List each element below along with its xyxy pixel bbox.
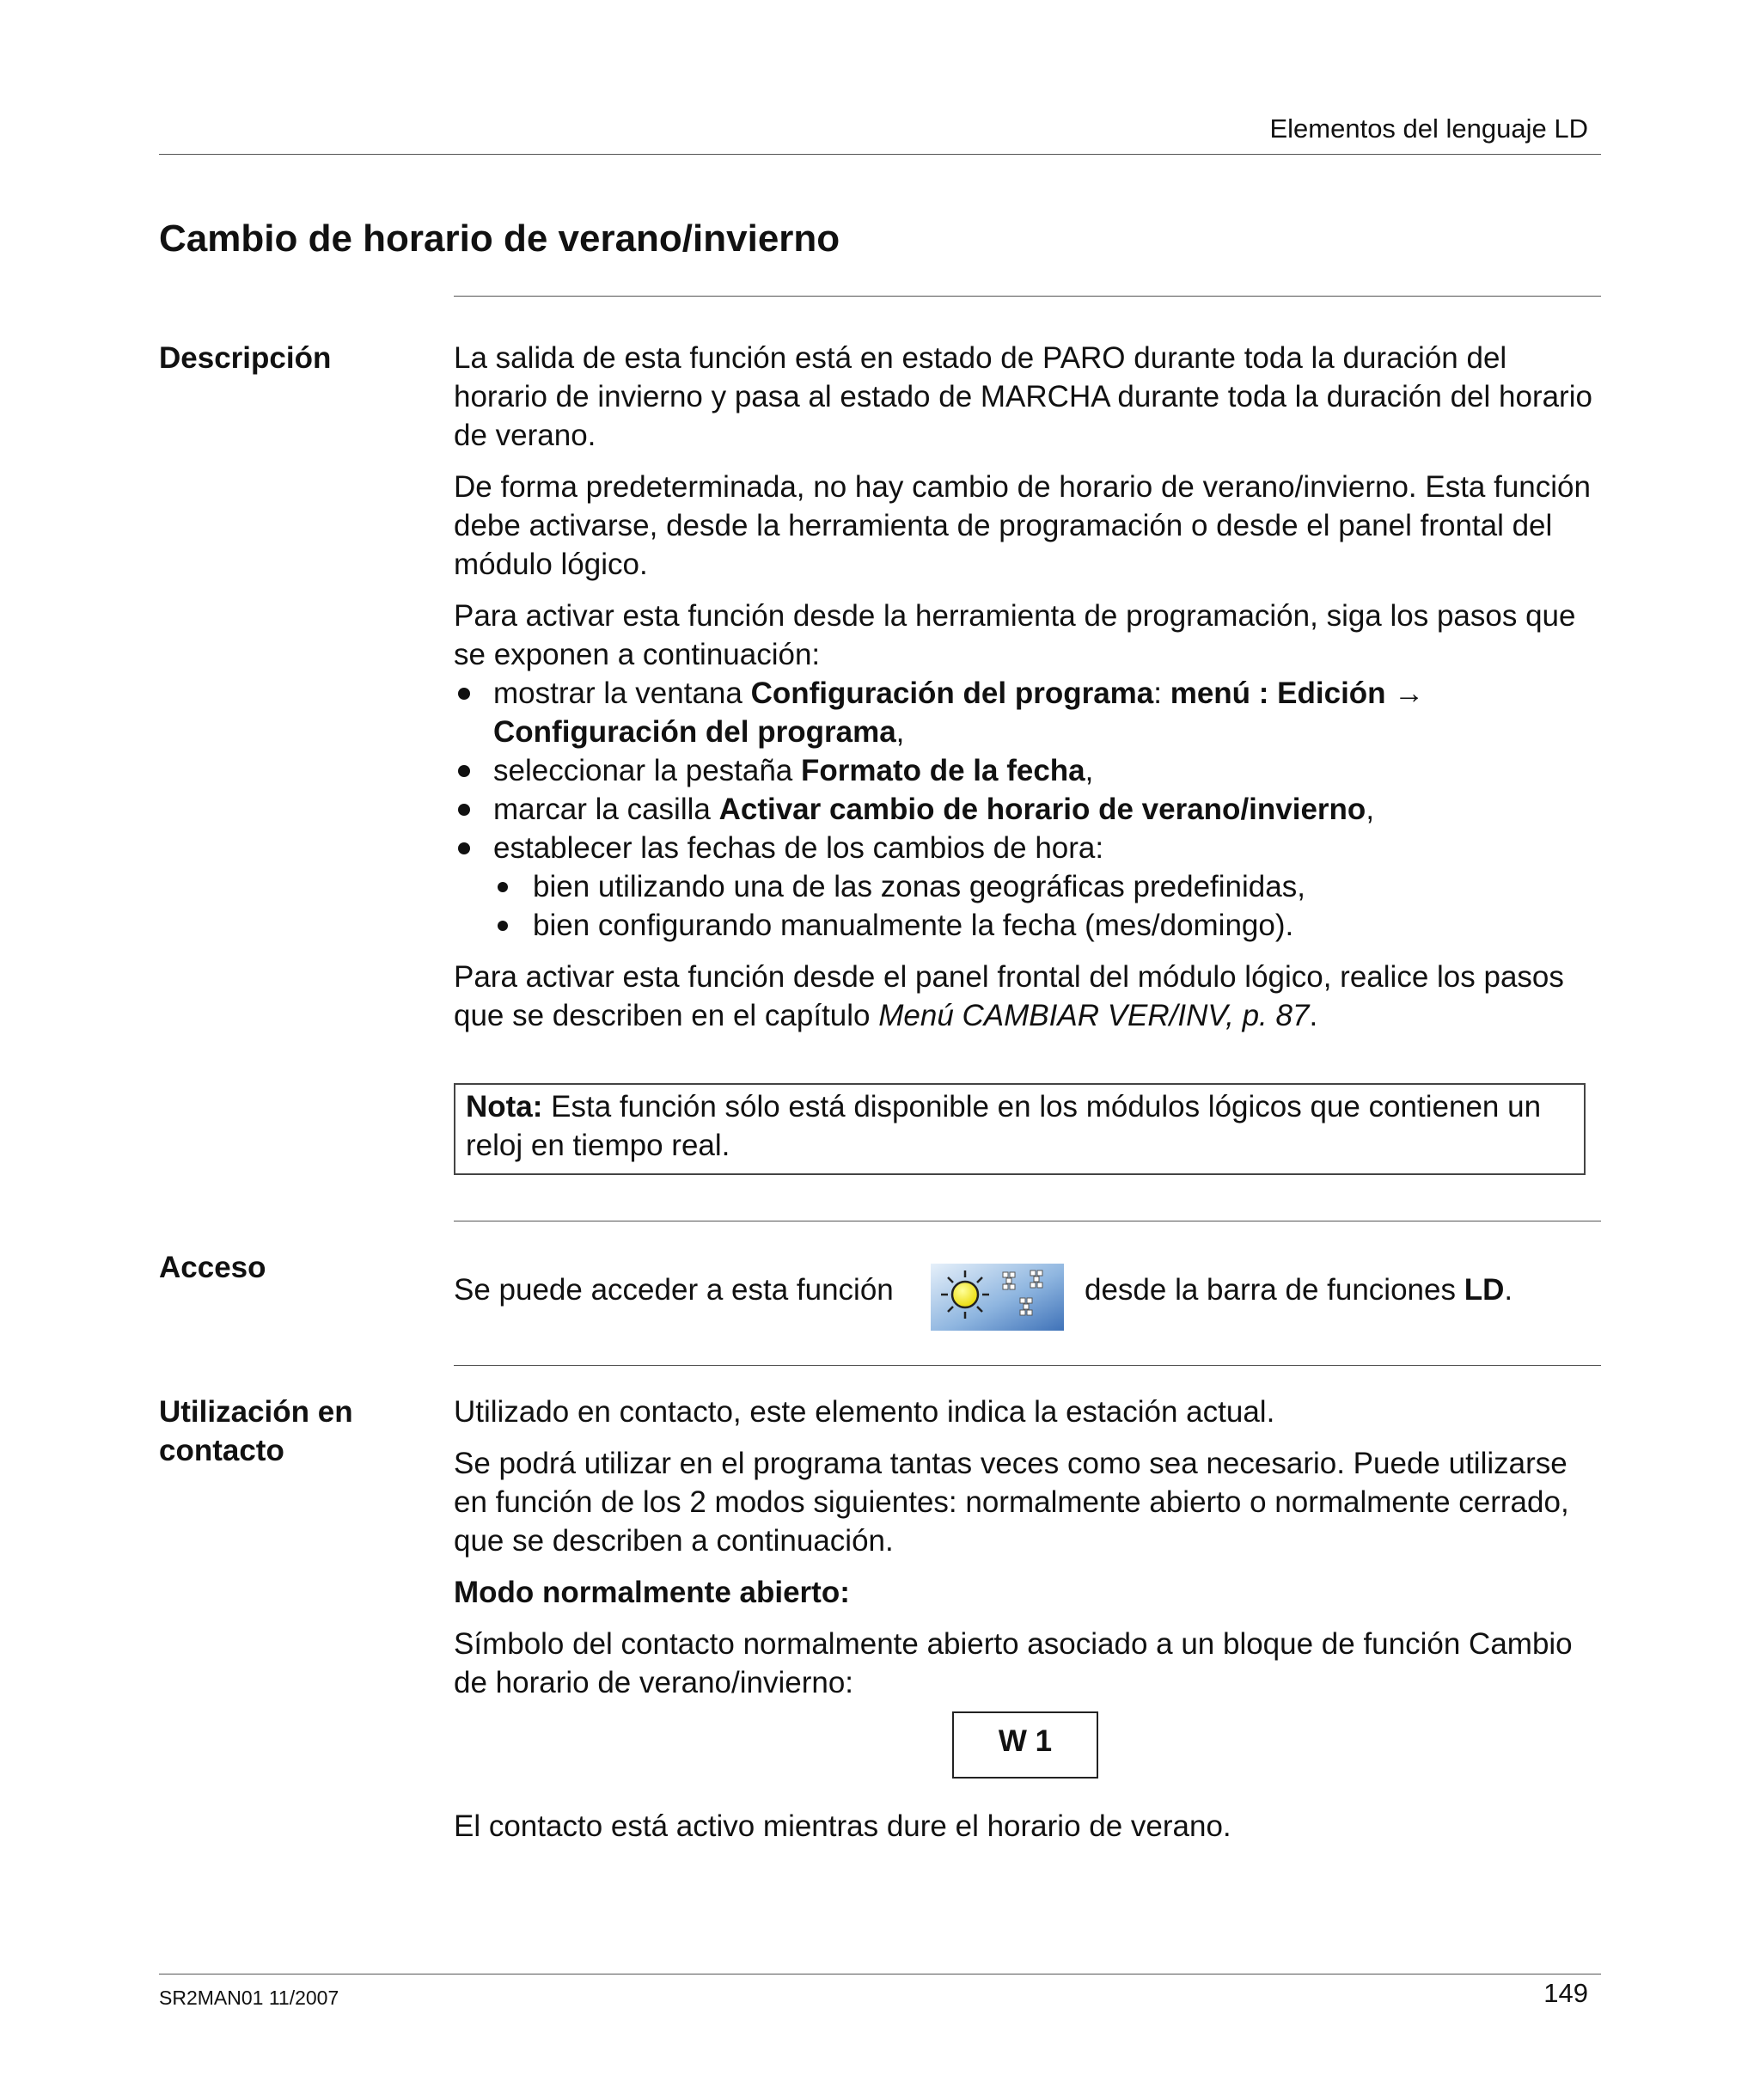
- section-label-utilizacion: Utilización en contacto: [159, 1395, 353, 1467]
- utilizacion-body: [454, 1393, 1597, 1715]
- section-rule-utilizacion: [454, 1365, 1601, 1366]
- chapter-reference-link[interactable]: Menú CAMBIAR VER/INV, p. 87: [878, 999, 1310, 1032]
- descripcion-paragraph-3: Para activar esta función desde la herramienta de programación, siga los pasos que se exponen a continuación:: [454, 599, 1576, 671]
- utilizacion-paragraph-3: Símbolo del contacto normalmente abierto asociado a un bloque de función Cambio de horario de verano/invierno:: [454, 1627, 1573, 1699]
- running-header: Elementos del lenguaje LD: [1269, 113, 1588, 144]
- section-label-acceso: Acceso: [159, 1251, 266, 1284]
- mode-heading: Modo normalmente abierto:: [454, 1576, 850, 1609]
- note-label: Nota:: [466, 1090, 543, 1123]
- page-number: 149: [1543, 1978, 1588, 2008]
- steps-list: [454, 674, 1597, 945]
- sub-steps-list: [493, 867, 1597, 945]
- arrow-right-icon: →: [1385, 677, 1425, 710]
- document-code: SR2MAN01 11/2007: [159, 1987, 339, 2009]
- summer-winter-function-icon[interactable]: [931, 1264, 1064, 1331]
- acceso-text: Se puede acceder a esta función: [454, 1273, 894, 1307]
- contact-symbol-box: W 1: [952, 1711, 1098, 1779]
- descripcion-body: [454, 339, 1597, 1048]
- step-item-4: establecer las fechas de los cambios de hora: bien utilizando una de las zonas geográficas predefinidas, bien configurando manualmente la fecha (mes/domingo).: [454, 829, 1597, 945]
- sub-step-item-2: bien configurando manualmente la fecha (mes/domingo).: [493, 906, 1597, 945]
- utilizacion-paragraph-4: El contacto está activo mientras dure el horario de verano.: [454, 1809, 1231, 1843]
- sub-step-item-1: bien utilizando una de las zonas geográficas predefinidas,: [493, 867, 1597, 906]
- utilizacion-paragraph-1: Utilizado en contacto, este elemento indica la estación actual.: [454, 1395, 1275, 1429]
- header-rule: [159, 154, 1601, 155]
- page-title: Cambio de horario de verano/invierno: [159, 217, 840, 260]
- acceso-text-tail: desde la barra de funciones LD.: [1085, 1273, 1513, 1307]
- section-label-descripcion: Descripción: [159, 341, 332, 375]
- note-box: [454, 1083, 1586, 1175]
- step-item-1: mostrar la ventana Configuración del programa: menú : Edición → Configuración del programa,: [454, 674, 1597, 751]
- note-text: Esta función sólo está disponible en los módulos lógicos que contienen un reloj en tiempo real.: [466, 1090, 1542, 1162]
- step-item-2: seleccionar la pestaña Formato de la fecha,: [454, 751, 1597, 790]
- descripcion-paragraph-1: La salida de esta función está en estado de PARO durante toda la duración del horario de invierno y pasa al estado de MARCHA durante toda la duración del horario de verano.: [454, 341, 1592, 452]
- descripcion-paragraph-2: De forma predeterminada, no hay cambio de horario de verano/invierno. Esta función debe activarse, desde la herramienta de programación o desde el panel frontal del módulo lógico.: [454, 470, 1591, 581]
- ld-label: LD: [1464, 1273, 1505, 1307]
- step-item-3: marcar la casilla Activar cambio de horario de verano/invierno,: [454, 790, 1597, 829]
- section-rule-top: [454, 296, 1601, 297]
- descripcion-paragraph-4: Para activar esta función desde el panel frontal del módulo lógico, realice los pasos que se describen en el capítulo Menú CAMBIAR VER/INV, p. 87.: [454, 960, 1564, 1032]
- utilizacion-paragraph-2: Se podrá utilizar en el programa tantas veces como sea necesario. Puede utilizarse en función de los 2 modos siguientes: normalmente abierto o normalmente cerrado, que se describen a continuación.: [454, 1447, 1569, 1558]
